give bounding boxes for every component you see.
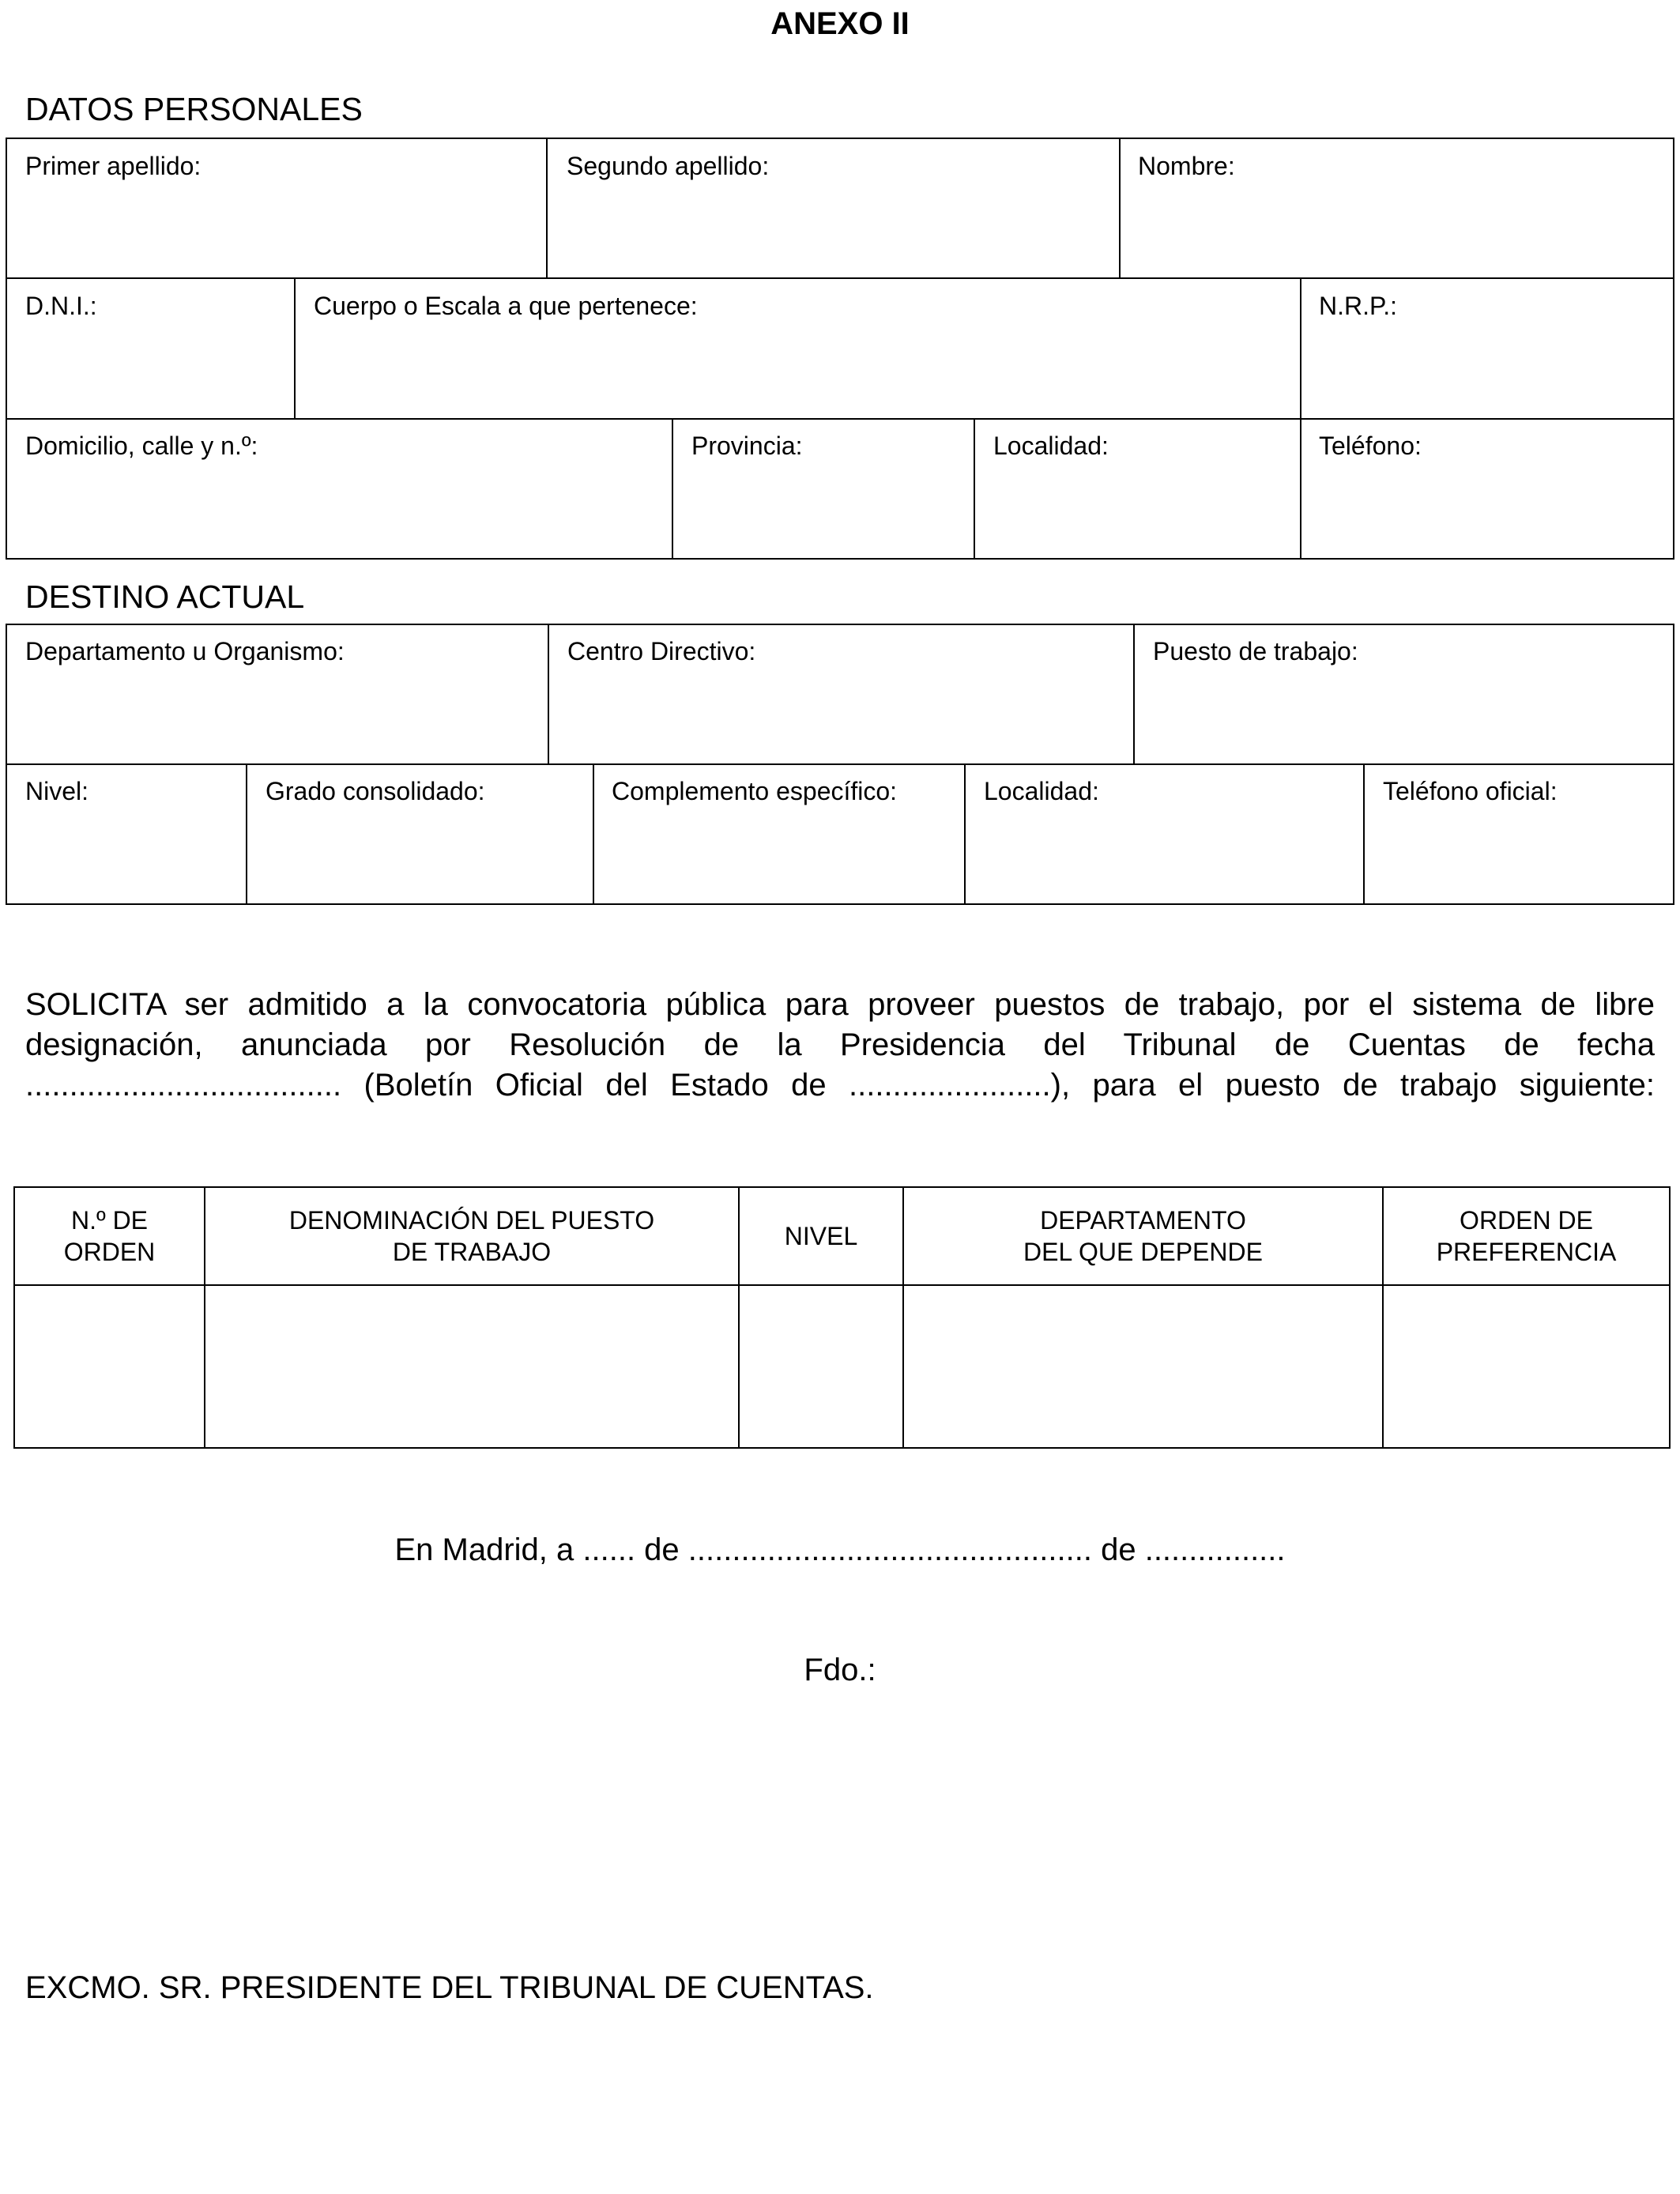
field-localidad-destino[interactable]: Localidad:: [984, 777, 1099, 805]
field-primer-apellido[interactable]: Primer apellido:: [25, 152, 202, 180]
field-telefono[interactable]: Teléfono:: [1319, 432, 1422, 460]
solicita-paragraph: [25, 985, 1655, 1106]
field-nombre[interactable]: Nombre:: [1138, 152, 1235, 180]
field-segundo-apellido[interactable]: Segundo apellido:: [567, 152, 770, 180]
table-header-departamento: DEPARTAMENTO DEL QUE DEPENDE: [1023, 1206, 1263, 1266]
field-dni[interactable]: D.N.I.:: [25, 292, 97, 320]
table-header-nivel: NIVEL: [784, 1222, 858, 1250]
field-complemento-especifico[interactable]: Complemento específico:: [612, 777, 898, 805]
field-nivel[interactable]: Nivel:: [25, 777, 89, 805]
field-domicilio[interactable]: Domicilio, calle y n.º:: [25, 432, 258, 460]
field-departamento[interactable]: Departamento u Organismo:: [25, 637, 345, 665]
table-cell-orden[interactable]: [15, 1286, 204, 1447]
table-cell-denominacion[interactable]: [205, 1286, 738, 1447]
section-heading-personal: DATOS PERSONALES: [25, 91, 363, 127]
field-telefono-oficial[interactable]: Teléfono oficial:: [1383, 777, 1558, 805]
field-provincia[interactable]: Provincia:: [691, 432, 803, 460]
field-nrp[interactable]: N.R.P.:: [1319, 292, 1397, 320]
table-cell-nivel[interactable]: [740, 1286, 902, 1447]
table-header-orden: N.º DE ORDEN: [63, 1206, 156, 1266]
field-puesto-trabajo[interactable]: Puesto de trabajo:: [1153, 637, 1358, 665]
destinatario: EXCMO. SR. PRESIDENTE DEL TRIBUNAL DE CUENTAS.: [25, 1970, 874, 2005]
field-localidad[interactable]: Localidad:: [993, 432, 1109, 460]
section-heading-destino: DESTINO ACTUAL: [25, 579, 305, 615]
field-cuerpo-escala[interactable]: Cuerpo o Escala a que pertenece:: [314, 292, 698, 320]
field-grado-consolidado[interactable]: Grado consolidado:: [266, 777, 485, 805]
field-centro-directivo[interactable]: Centro Directivo:: [567, 637, 756, 665]
table-cell-departamento[interactable]: [904, 1286, 1382, 1447]
solicita-line-1: SOLICITA ser admitido a la convocatoria pública para proveer puestos de trabajo, por el sistema de libre: [25, 987, 1655, 1022]
solicita-line-3: .................................... (Boletín Oficial del Estado de .......................), para el puesto de trabajo siguiente:: [25, 1068, 1655, 1103]
solicita-line-2: designación, anunciada por Resolución de la Presidencia del Tribunal de Cuentas de fecha: [25, 1027, 1655, 1062]
table-cell-preferencia[interactable]: [1384, 1286, 1669, 1447]
table-header-denominacion: DENOMINACIÓN DEL PUESTO DE TRABAJO: [288, 1206, 655, 1266]
table-header-preferencia: ORDEN DE PREFERENCIA: [1436, 1206, 1617, 1266]
page-title: ANEXO II: [770, 6, 910, 41]
fecha-line: En Madrid, a ...... de .............................................. de ................: [394, 1532, 1286, 1567]
firma-label: Fdo.:: [804, 1653, 876, 1687]
